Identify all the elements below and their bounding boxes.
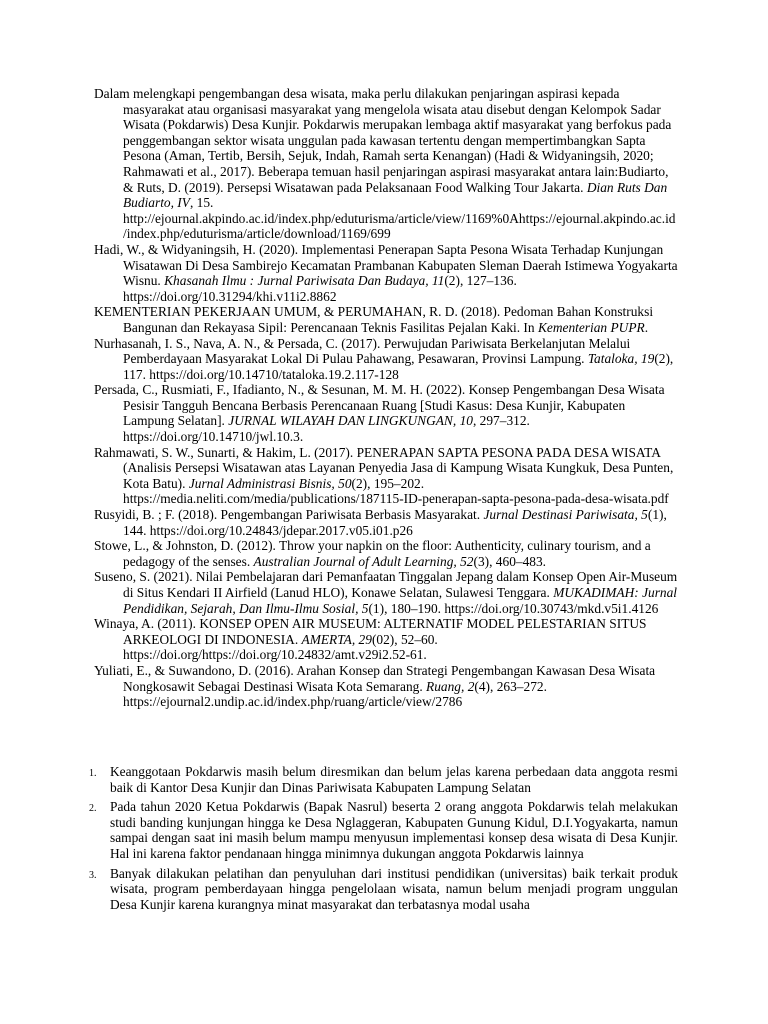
reference-entry: Nurhasanah, I. S., Nava, A. N., & Persada, C. (2017). Perwujudan Pariwisata Berkelanjutan Melalui Pemberdayaan Masyarakat Lokal Di Pulau Pahawang, Pesawaran, Provinsi Lampung. Tataloka, 19(2), 117. https://doi.org/10.14710/tataloka.19.2.117-128 [94, 335, 674, 382]
reference-entry: Rusyidi, B. ; F. (2018). Pengembangan Pariwisata Berbasis Masyarakat. Jurnal Destinasi Pariwisata, 5(1), 144. https://doi.org/10.24843/jdepar.2017.v05.i01.p26 [94, 507, 667, 538]
reference-entry: KEMENTERIAN PEKERJAAN UMUM, & PERUMAHAN, R. D. (2018). Pedoman Bahan Konstruksi Bangunan dan Rekayasa Sipil: Perencanaan Teknis Fasilitas Pejalan Kaki. In Kementerian PUPR. [94, 304, 654, 335]
reference-entry: Suseno, S. (2021). Nilai Pembelajaran dari Pemanfaatan Tinggalan Jepang dalam Konsep Open Air-Museum di Situs Kendari II Airfield (Lanud HLO), Konawe Selatan, Sulawesi Tenggara. MUKADIMAH: Jurnal Pendidikan, Sejarah, Dan Ilmu-Ilmu Sosial, 5(1), 180–190. https://doi.org/10.30743/mkd.v5i1.4126 [94, 569, 678, 616]
finding-text: Banyak dilakukan pelatihan dan penyuluhan dari institusi pendidikan (universitas) baik terkait produk wisata, program pemberdayaan hingga pengelolaan wisata, namun belum menjadi program unggulan Desa Kunjir karena kurangnya minat masyarakat dan terbatasnya modal usaha [110, 865, 678, 912]
finding-text: Pada tahun 2020 Ketua Pokdarwis (Bapak Nasrul) beserta 2 orang anggota Pokdarwis telah melakukan studi banding kunjungan hingga ke Desa Nglaggeran, Kabupaten Gunung Kidul, D.I.Yogyakarta, namun sampai dengan saat ini masih belum mampu menyusun implementasi konsep desa wisata di Desa Kunjir. Hal ini karena faktor pendanaan hingga minimnya dukungan anggota Pokdarwis lainnya [110, 799, 678, 861]
reference-entry: Rahmawati, S. W., Sunarti, & Hakim, L. (2017). PENERAPAN SAPTA PESONA PADA DESA WISATA (Analisis Persepsi Wisatawan atas Layanan Penyedia Jasa di Kampung Wisata Kungkuk, Desa Punten, Kota Batu). Jurnal Administrasi Bisnis, 50(2), 195–202. https://media.neliti.com/media/publications/187115-ID-penerapan-sapta-pesona-pada-desa-wisata.pdf [94, 444, 674, 507]
finding-item [89, 865, 678, 913]
finding-item [89, 799, 678, 861]
reference-entry: Hadi, W., & Widyaningsih, H. (2020). Implementasi Penerapan Sapta Pesona Wisata Terhadap Kunjungan Wisatawan Di Desa Sambirejo Kecamatan Prambanan Kabupaten Sleman Daerah Istimewa Yogyakarta Wisnu. Khasanah Ilmu : Jurnal Pariwisata Dan Budaya, 11(2), 127–136. https://doi.org/10.31294/khi.v11i2.8862 [94, 241, 678, 304]
finding-number: 2. [89, 803, 97, 815]
finding-number: 3. [89, 869, 97, 881]
finding-number: 1. [89, 768, 97, 779]
reference-entry: Persada, C., Rusmiati, F., Ifadianto, N., & Sesunan, M. M. H. (2022). Konsep Pengembangan Desa Wisata Pesisir Tangguh Bencana Berbasis Perencanaan Ruang [Studi Kasus: Desa Kunjir, Kabupaten Lampung Selatan]. JURNAL WILAYAH DAN LINGKUNGAN, 10, 297–312. https://doi.org/10.14710/jwl.10.3. [94, 382, 665, 445]
finding-item [89, 764, 678, 795]
reference-entry: Dalam melengkapi pengembangan desa wisata, maka perlu dilakukan penjaringan aspirasi kepada masyarakat atau organisasi masyarakat yang mengelola wisata atau disebut dengan Kelompok Sadar Wisata (Pokdarwis) Desa Kunjir. Pokdarwis merupakan lembaga aktif masyarakat yang berfokus pada penggembangan sektor wisata unggulan pada kawasan tertentu dengan mempertimbangkan Sapta Pesona (Aman, Tertib, Bersih, Sejuk, Indah, Ramah serta Kenangan) (Hadi & Widyaningsih, 2020; Rahmawati et al., 2017). Beberapa temuan hasil penjaringan aspirasi masyarakat antara lain:Budiarto, & Ruts, D. (2019). Persepsi Wisatawan pada Pelaksanaan Food Walking Tour Jakarta. Dian Ruts Dan Budiarto, IV, 15. http://ejournal.akpindo.ac.id/index.php/eduturisma/article/view/1169%0Ahttps://ejournal.akpindo.ac.id/index.php/eduturisma/article/download/1169/699 [94, 86, 676, 242]
finding-list [89, 764, 678, 916]
finding-text: Keanggotaan Pokdarwis masih belum diresmikan dan belum jelas karena perbedaan data anggota resmi baik di Kantor Desa Kunjir dan Dinas Pariwisata Kabupaten Lampung Selatan [110, 764, 678, 795]
reference-entry: Yuliati, E., & Suwandono, D. (2016). Arahan Konsep dan Strategi Pengembangan Kawasan Desa Wisata Nongkosawit Sebagai Destinasi Wisata Kota Semarang. Ruang, 2(4), 263–272. https://ejournal2.undip.ac.id/index.php/ruang/article/view/2786 [94, 662, 656, 710]
reference-list [94, 86, 678, 710]
reference-entry: Winaya, A. (2011). KONSEP OPEN AIR MUSEUM: ALTERNATIF MODEL PELESTARIAN SITUS ARKEOLOGI DI INDONESIA. AMERTA, 29(02), 52–60. https://doi.org/https://doi.org/10.24832/amt.v29i2.52-61. [94, 616, 647, 663]
reference-entry: Stowe, L., & Johnston, D. (2012). Throw your napkin on the floor: Authenticity, culinary tourism, and a pedagogy of the senses. Australian Journal of Adult Learning, 52(3), 460–483. [94, 538, 651, 569]
